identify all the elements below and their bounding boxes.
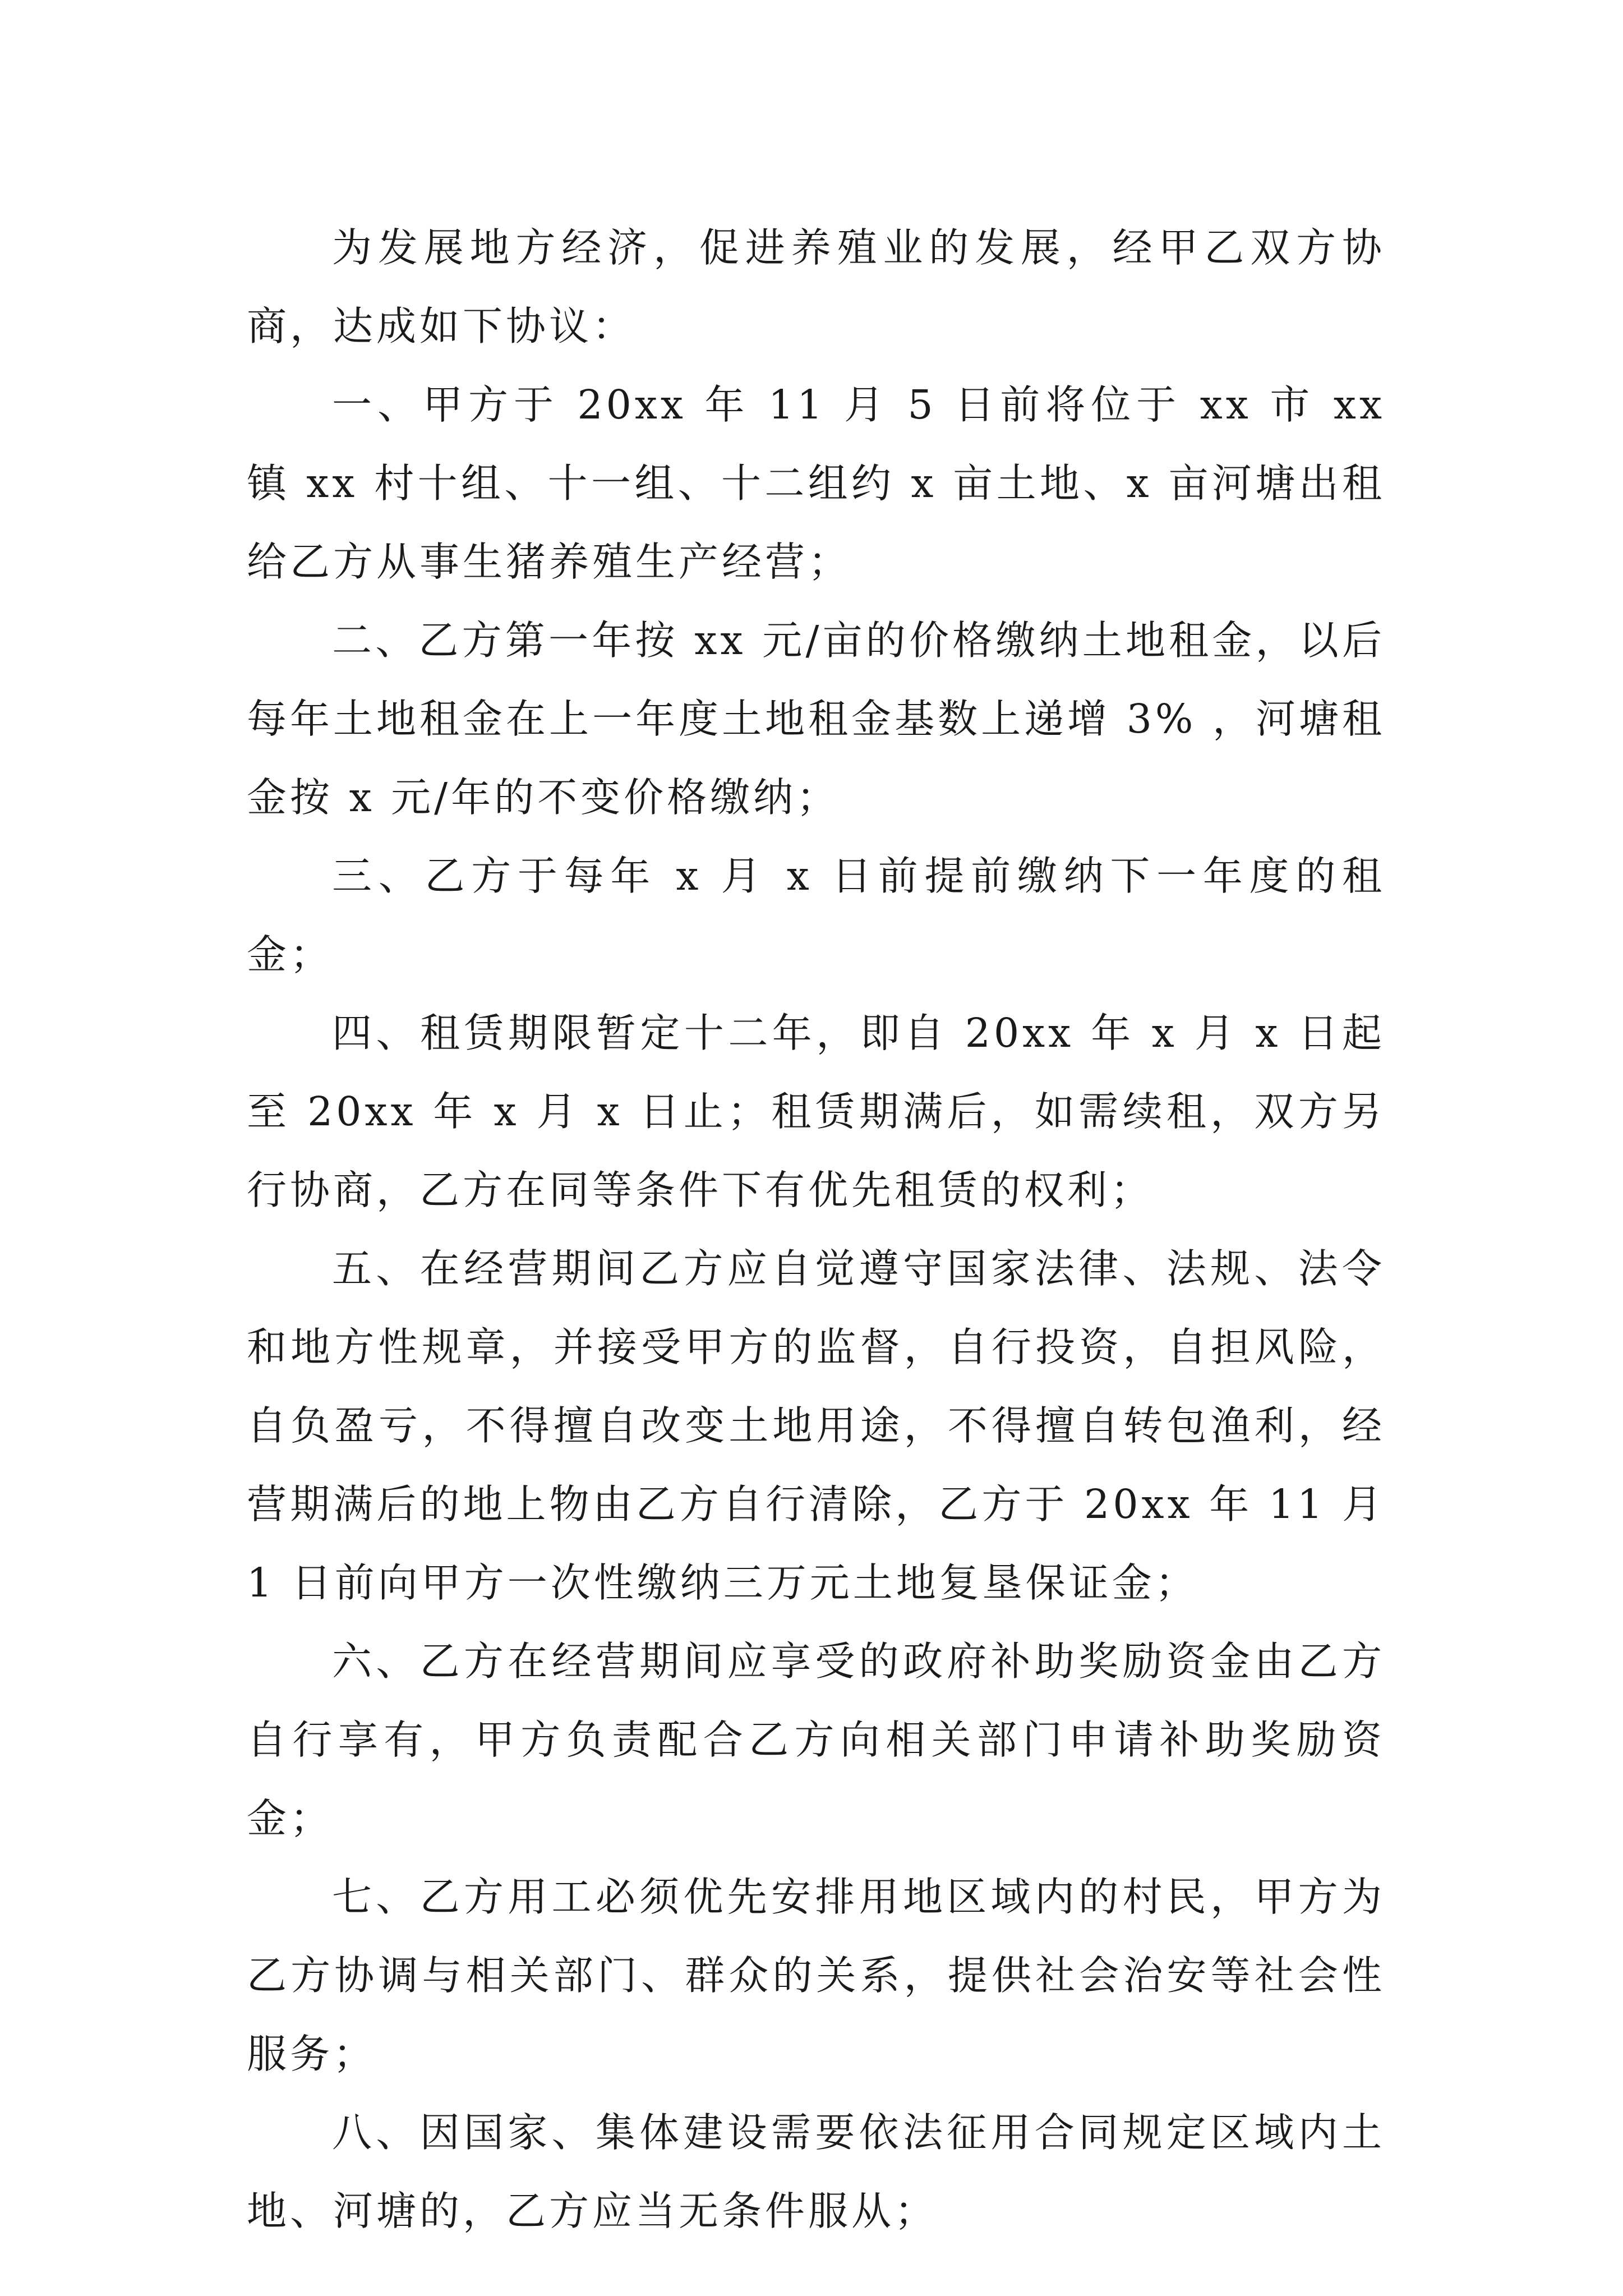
paragraph-clause-2: 二、乙方第一年按 xx 元/亩的价格缴纳土地租金，以后每年土地租金在上一年度土地租金基数上递增 3% ，河塘租金按 x 元/年的不变价格缴纳； (247, 617, 1385, 821)
paragraph-clause-6: 六、乙方在经营期间应享受的政府补助奖励资金由乙方自行享有，甲方负责配合乙方向相关部门申请补助奖励资金； (247, 1638, 1385, 1842)
paragraph-clause-7: 七、乙方用工必须优先安排用地区域内的村民，甲方为乙方协调与相关部门、群众的关系，提供社会治安等社会性服务； (247, 1874, 1385, 2077)
paragraph-clause-5: 五、在经营期间乙方应自觉遵守国家法律、法规、法令和地方性规章，并接受甲方的监督，自行投资，自担风险，自负盈亏，不得擅自改变土地用途，不得擅自转包渔利，经营期满后的地上物由乙方自行清除，乙方于 20xx 年 11 月 1 日前向甲方一次性缴纳三万元土地复垦保证金； (247, 1245, 1385, 1606)
document-body (247, 209, 1385, 2251)
paragraph-intro: 为发展地方经济，促进养殖业的发展，经甲乙双方协商，达成如下协议： (247, 224, 1385, 349)
paragraph-clause-4: 四、租赁期限暂定十二年，即自 20xx 年 x 月 x 日起至 20xx 年 x 月 x 日止；租赁期满后，如需续租，双方另行协商，乙方在同等条件下有优先租赁的权利； (247, 1010, 1385, 1213)
paragraph-clause-1: 一、甲方于 20xx 年 11 月 5 日前将位于 xx 市 xx 镇 xx 村十组、十一组、十二组约 x 亩土地、x 亩河塘出租给乙方从事生猪养殖生产经营； (247, 381, 1385, 585)
paragraph-clause-3: 三、乙方于每年 x 月 x 日前提前缴纳下一年度的租金； (247, 853, 1385, 978)
paragraph-clause-8: 八、因国家、集体建设需要依法征用合同规定区域内土地、河塘的，乙方应当无条件服从； (247, 2109, 1385, 2234)
